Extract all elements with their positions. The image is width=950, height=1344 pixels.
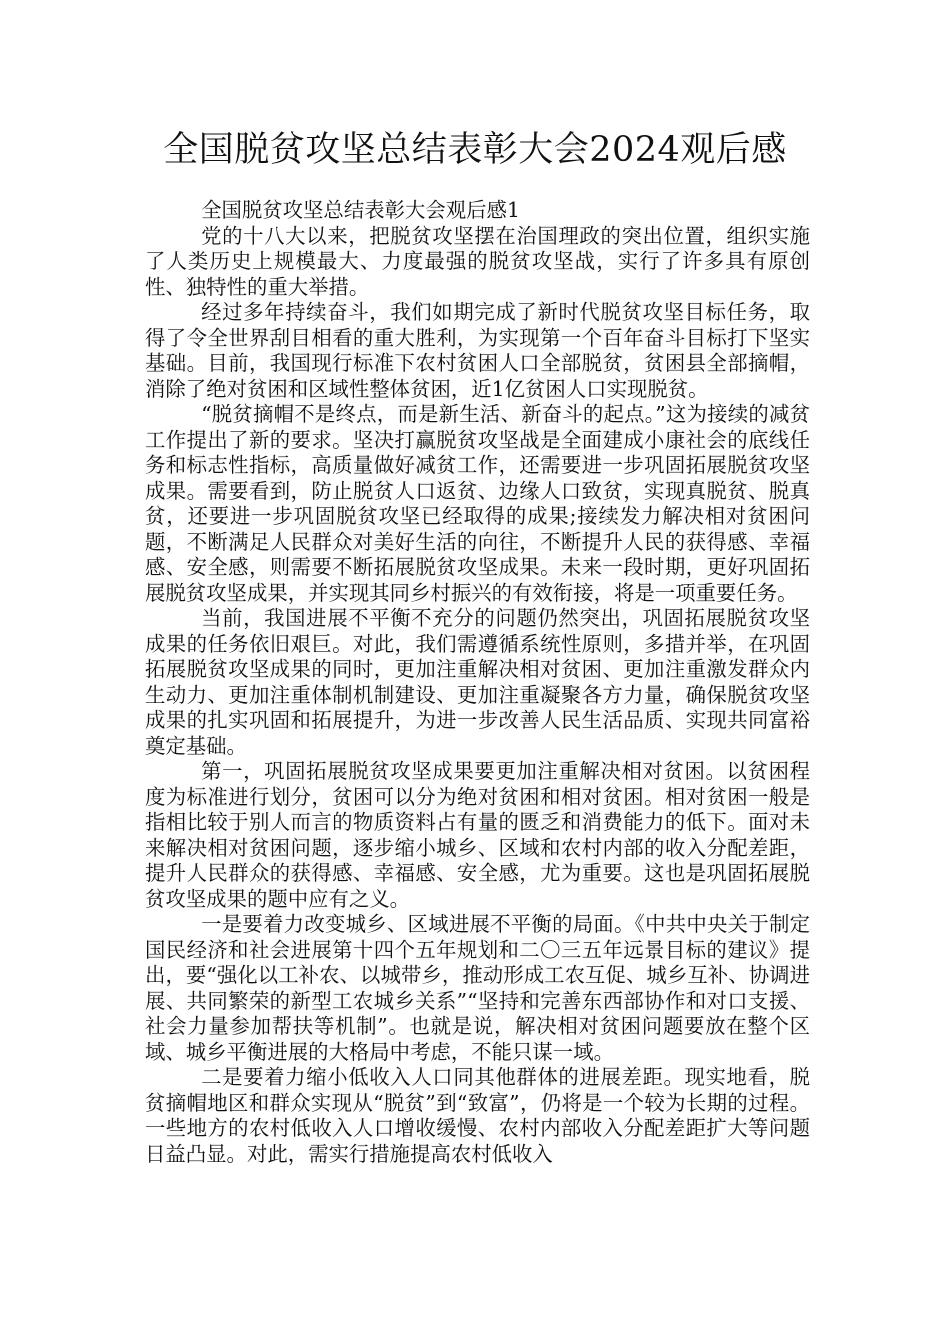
paragraph: 党的十八大以来，把脱贫攻坚摆在治国理政的突出位置，组织实施了人类历史上规模最大、力度最强的脱贫攻坚战，实行了许多具有原创性、独特性的重大举措。	[145, 223, 810, 299]
paragraph: 第一，巩固拓展脱贫攻坚成果要更加注重解决相对贫困。以贫困程度为标准进行划分，贫困可以分为绝对贫困和相对贫困。相对贫困一般是指相比较于别人而言的物质资料占有量的匮乏和消费能力的低下。面对未来解决相对贫困问题，逐步缩小城乡、区域和农村内部的收入分配差距，提升人民群众的获得感、幸福感、安全感，尤为重要。这也是巩固拓展脱贫攻坚成果的题中应有之义。	[145, 759, 810, 911]
document-body	[145, 198, 810, 1167]
document-title: 全国脱贫攻坚总结表彰大会2024观后感	[163, 130, 787, 170]
paragraph: 二是要着力缩小低收入人口同其他群体的进展差距。现实地看，脱贫摘帽地区和群众实现从“脱贫”到“致富”，仍将是一个较为长期的过程。一些地方的农村低收入人口增收缓慢、农村内部收入分配差距扩大等问题日益凸显。对此，需实行措施提高农村低收入	[145, 1065, 810, 1166]
paragraph: “脱贫摘帽不是终点，而是新生活、新奋斗的起点。”这为接续的减贫工作提出了新的要求。坚决打赢脱贫攻坚战是全面建成小康社会的底线任务和标志性指标，高质量做好减贫工作，还需要进一步巩固拓展脱贫攻坚成果。需要看到，防止脱贫人口返贫、边缘人口致贫，实现真脱贫、脱真贫，还要进一步巩固脱贫攻坚已经取得的成果;接续发力解决相对贫困问题，不断满足人民群众对美好生活的向往，不断提升人民的获得感、幸福感、安全感，则需要不断拓展脱贫攻坚成果。未来一段时期，更好巩固拓展脱贫攻坚成果，并实现其同乡村振兴的有效衔接，将是一项重要任务。	[145, 402, 810, 605]
paragraph: 当前，我国进展不平衡不充分的问题仍然突出，巩固拓展脱贫攻坚成果的任务依旧艰巨。对此，我们需遵循系统性原则，多措并举，在巩固拓展脱贫攻坚成果的同时，更加注重解决相对贫困、更加注重激发群众内生动力、更加注重体制机制建设、更加注重凝聚各方力量，确保脱贫攻坚成果的扎实巩固和拓展提升，为进一步改善人民生活品质、实现共同富裕奠定基础。	[145, 606, 810, 758]
paragraph: 一是要着力改变城乡、区域进展不平衡的局面。《中共中央关于制定国民经济和社会进展第十四个五年规划和二〇三五年远景目标的建议》提出，要“强化以工补农、以城带乡，推动形成工农互促、城乡互补、协调进展、共同繁荣的新型工农城乡关系”“坚持和完善东西部协作和对口支援、社会力量参加帮扶等机制”。也就是说，解决相对贫困问题要放在整个区域、城乡平衡进展的大格局中考虑，不能只谋一域。	[145, 912, 810, 1064]
paragraph: 经过多年持续奋斗，我们如期完成了新时代脱贫攻坚目标任务，取得了令全世界刮目相看的重大胜利，为实现第一个百年奋斗目标打下坚实基础。目前，我国现行标准下农村贫困人口全部脱贫，贫困县全部摘帽，消除了绝对贫困和区域性整体贫困，近1亿贫困人口实现脱贫。	[145, 300, 810, 401]
subtitle-paragraph: 全国脱贫攻坚总结表彰大会观后感1	[201, 198, 520, 222]
